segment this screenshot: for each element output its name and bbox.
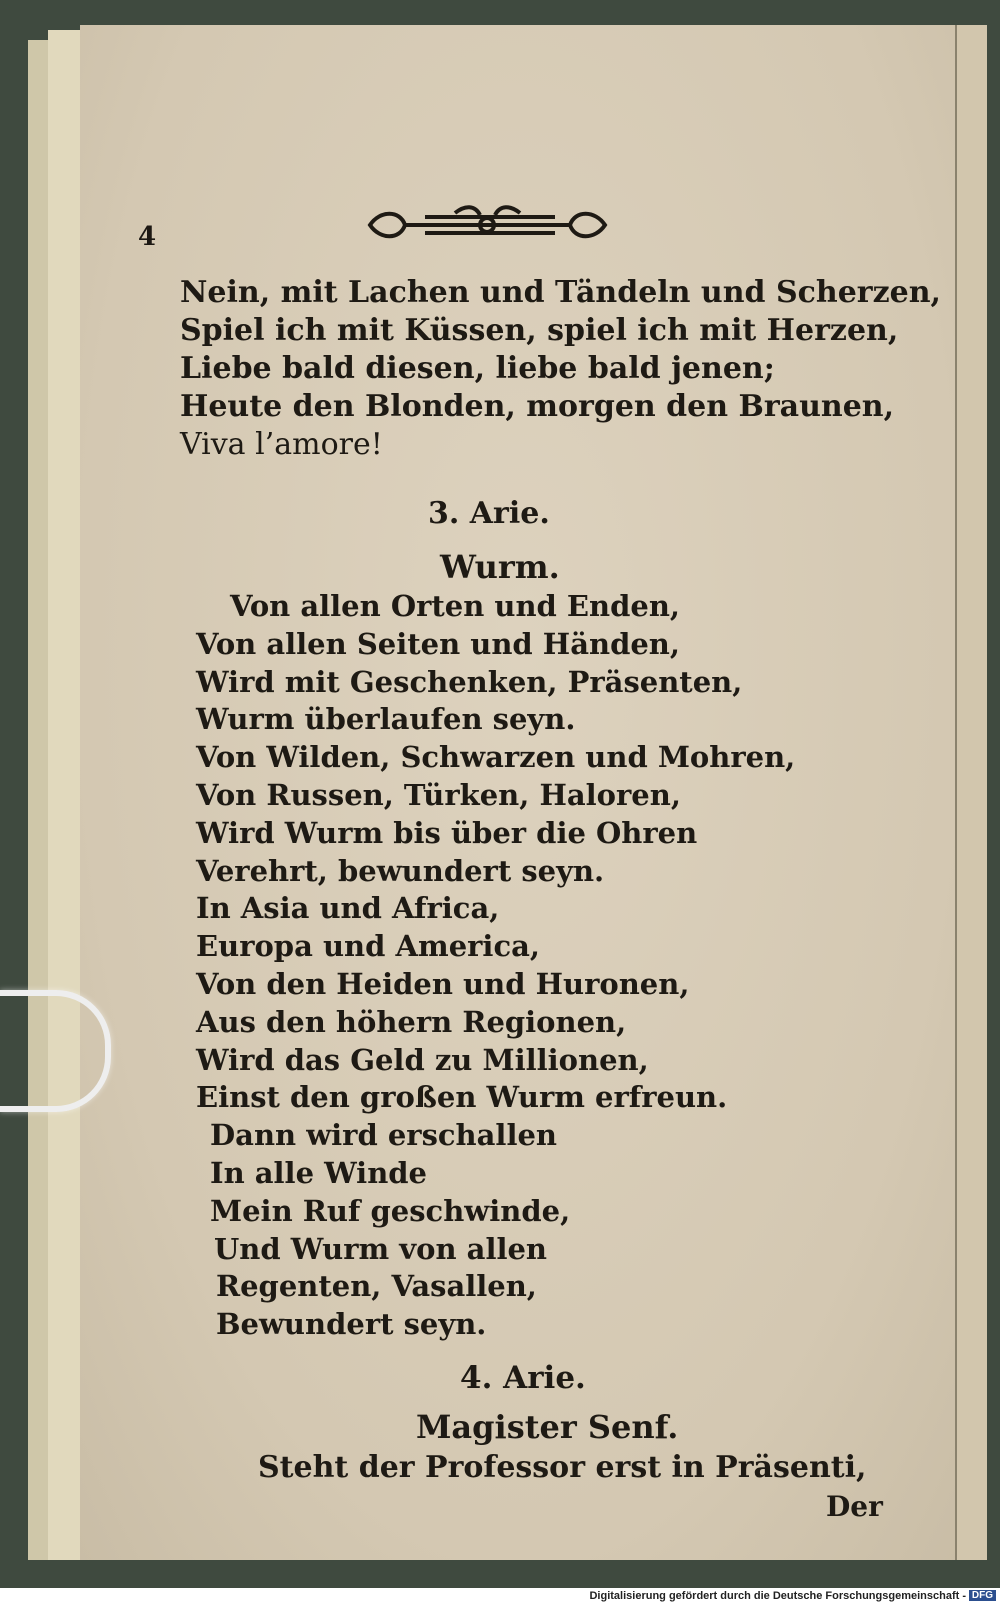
verse-line: Und Wurm von allen <box>214 1231 548 1266</box>
dfg-logo: DFG <box>969 1590 996 1601</box>
verse-line: Von allen Orten und Enden, <box>230 589 681 623</box>
verse-line: Liebe bald diesen, liebe bald jenen; <box>180 351 775 386</box>
facing-page-edge <box>955 25 987 1560</box>
verse-line: Von Wilden, Schwarzen und Mohren, <box>196 740 796 775</box>
stanza-2 <box>196 588 795 1344</box>
verse-line: Nein, mit Lachen und Tändeln und Scherzen, <box>180 275 941 310</box>
verse-line: Europa und America, <box>196 929 540 964</box>
verse-line: In alle Winde <box>210 1155 428 1190</box>
verse-line: Von den Heiden und Huronen, <box>196 966 690 1001</box>
verse-line: Dann wird erschallen <box>210 1118 557 1153</box>
footer-credit: Digitalisierung gefördert durch die Deutsche Forschungsgemeinschaft - <box>589 1590 966 1602</box>
verse-line: Aus den höhern Regionen, <box>196 1004 627 1039</box>
page-clip <box>0 990 111 1112</box>
aria-4-singer: Magister Senf. <box>416 1408 679 1446</box>
aria-4-first-line: Steht der Professor erst in Präsenti, <box>258 1450 867 1485</box>
page-number: 4 <box>138 222 157 252</box>
aria-4-heading: 4. Arie. <box>460 1360 586 1396</box>
verse-line: Mein Ruf geschwinde, <box>210 1193 571 1228</box>
verse-line: Spiel ich mit Küssen, spiel ich mit Herzen, <box>180 313 899 348</box>
verse-line: In Asia und Africa, <box>196 891 500 926</box>
catchword: Der <box>826 1490 883 1523</box>
verse-line: Wurm überlaufen seyn. <box>196 702 576 737</box>
stanza-1 <box>180 274 941 464</box>
verse-line: Wird das Geld zu Millionen, <box>196 1042 649 1077</box>
verse-line: Heute den Blonden, morgen den Braunen, <box>180 389 895 424</box>
ornament-icon <box>365 205 610 245</box>
verse-line: Einst den großen Wurm erfreun. <box>196 1080 728 1115</box>
verse-line: Wird Wurm bis über die Ohren <box>196 815 698 850</box>
verse-line: Viva l’amore! <box>180 427 383 462</box>
verse-line: Verehrt, bewundert seyn. <box>196 853 605 888</box>
verse-line: Wird mit Geschenken, Präsenten, <box>196 664 743 699</box>
verse-line: Regenten, Vasallen, <box>216 1269 537 1304</box>
aria-3-singer: Wurm. <box>440 548 560 586</box>
verse-line: Von allen Seiten und Händen, <box>196 626 680 661</box>
aria-3-heading: 3. Arie. <box>428 496 550 531</box>
verse-line: Bewundert seyn. <box>216 1307 487 1342</box>
verse-line: Von Russen, Türken, Haloren, <box>196 777 681 812</box>
